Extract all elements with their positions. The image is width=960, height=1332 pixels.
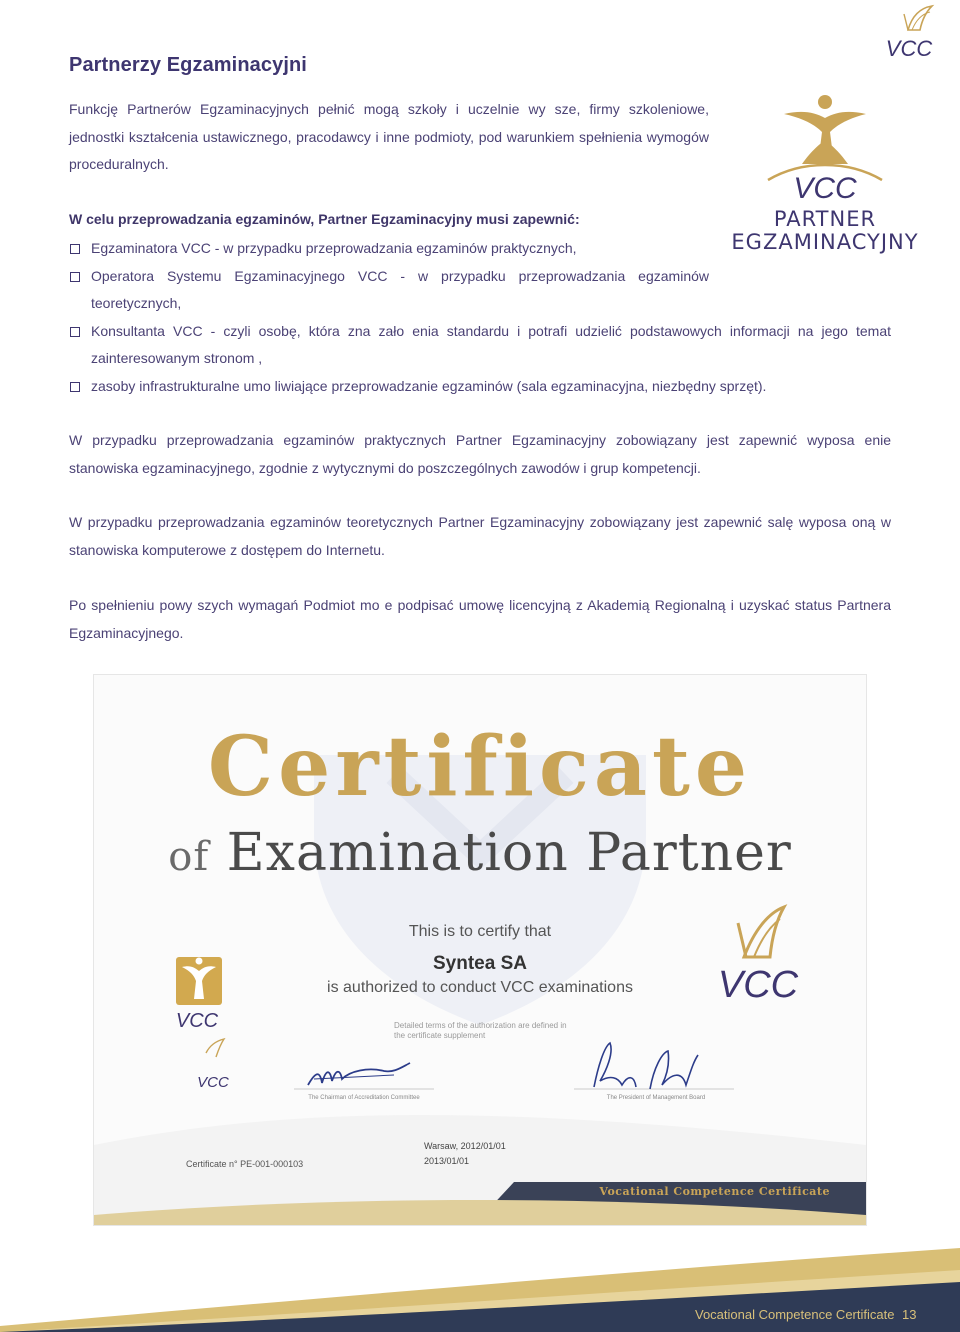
partner-logo-line2: EGZAMINACYJNY (731, 230, 919, 254)
certify-line: This is to certify that (408, 923, 552, 940)
certificate-left-logo-text: VCC (175, 1010, 219, 1032)
license-paragraph: Po spełnieniu powy szych wymagań Podmiot mo e podpisać umowę licencyjną z Akademią Regionalną i uzyskać status Partnera Egzaminacyjnego. (69, 597, 891, 641)
partner-logo-line1: PARTNER (773, 207, 877, 231)
requirements-list (69, 235, 891, 400)
certificate-right-logo-text: VCC (717, 964, 799, 1006)
list-item: Operatora Systemu Egzaminacyjnego VCC - w przypadku przeprowadzania egzaminów teoretycznych, (69, 263, 709, 318)
top-logo-text: VCC (885, 36, 933, 61)
company-name: Syntea SA (433, 953, 527, 974)
issue-date: Warsaw, 2012/01/01 (424, 1141, 506, 1151)
checkbox-bullet-icon (70, 244, 80, 254)
checkbox-bullet-icon (70, 327, 80, 337)
page-number: 13 (902, 1307, 917, 1322)
vcc-top-logo (878, 2, 940, 64)
certificate-note: Detailed terms of the authorization are defined in the certificate supplement (394, 1021, 567, 1040)
signature-caption-2: The President of Management Board (606, 1095, 706, 1101)
intro-paragraph: Funkcję Partnerów Egzaminacyjnych pełnić mogą szkoły i uczelnie wy sze, firmy szkoleniowe, jednostki kształcenia ustawicznego, pracodawcy i inne podmioty, pod warunkiem spełnienia wymogów proceduralnych. (69, 101, 709, 172)
requirements-label: W celu przeprowadzania egzaminów, Partner Egzaminacyjny musi zapewnić: (69, 211, 580, 227)
authorized-line: is authorized to conduct VCC examinations (327, 979, 633, 996)
list-item: zasoby infrastrukturalne umo liwiające przeprowadzanie egzaminów (sala egzaminacyjna, niezbędny sprzęt). (69, 373, 891, 401)
checkbox-bullet-icon (70, 272, 80, 282)
partner-logo-brand: VCC (793, 172, 857, 205)
footer-text: Vocational Competence Certificate (695, 1307, 895, 1322)
list-item: Konsultanta VCC - czyli osobę, która zna zało enia standardu i potrafi udzielić podstawowych informacji na jego temat zainteresowanym stronom , (69, 318, 891, 373)
certificate-subtitle-text: Examination Partner (226, 823, 792, 883)
certificate-subtitle-of: of (168, 834, 210, 880)
theoretical-paragraph: W przypadku przeprowadzania egzaminów teoretycznych Partner Egzaminacyjny zobowiązany jest zapewnić salę wyposa oną w stanowiska komputerowe z dostępem do Internetu. (69, 514, 891, 558)
certificate-number: Certificate n° PE-001-000103 (186, 1159, 304, 1169)
certificate-band-text: Vocational Competence Certificate (599, 1185, 830, 1198)
partner-egzaminacyjny-logo (722, 92, 928, 257)
valid-until-date: 2013/01/01 (424, 1156, 470, 1166)
practical-paragraph: W przypadku przeprowadzania egzaminów praktycznych Partner Egzaminacyjny zobowiązany jest zapewnić wyposa enie stanowiska egzaminacyjnego, zgodnie z wytycznymi do poszczególnych zawodów i grup kompetencji. (69, 432, 891, 476)
certificate-image (94, 675, 866, 1225)
certificate-title: Certificate (207, 719, 753, 815)
certificate-subtitle (94, 823, 866, 883)
page-title: Partnerzy Egzaminacyjni (69, 54, 307, 76)
list-item: Egzaminatora VCC - w przypadku przeprowadzania egzaminów praktycznych, (69, 235, 709, 263)
logo-figure-head-icon (818, 95, 832, 109)
certificate-small-logo-text: VCC (197, 1074, 229, 1091)
checkbox-bullet-icon (70, 382, 80, 392)
signature-caption-1: The Chairman of Accreditation Committee (308, 1095, 420, 1101)
